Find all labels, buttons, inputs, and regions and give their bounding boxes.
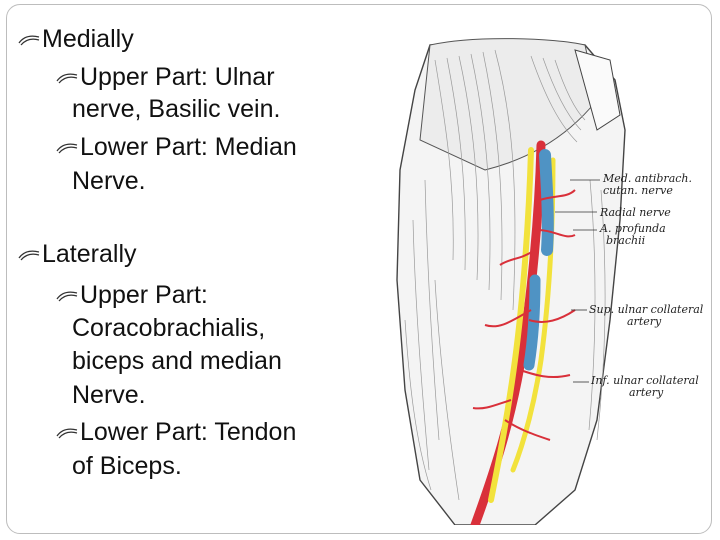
bullet-medially-lower	[56, 132, 297, 163]
label-line: artery	[627, 315, 662, 328]
bullet-laterally	[18, 239, 137, 270]
arm-anatomy-drawing	[335, 20, 720, 525]
label-radial-nerve: Radial nerve	[600, 206, 671, 219]
label-line: cutan. nerve	[603, 184, 673, 197]
bullet-text: Lower Part: Tendon	[80, 418, 297, 446]
bullet-text: Upper Part: Ulnar	[80, 63, 275, 91]
label-line: artery	[629, 386, 664, 399]
bullet-text: Laterally	[42, 240, 137, 268]
bullet-text: Medially	[42, 25, 134, 53]
bullet-laterally-upper-cont-1: Coracobrachialis,	[72, 314, 266, 342]
bullet-text: Lower Part: Median	[80, 133, 297, 161]
bullet-icon	[18, 33, 40, 47]
label-line: brachii	[606, 234, 646, 247]
arm-anatomy-illustration	[335, 20, 720, 525]
bullet-list	[0, 0, 340, 540]
bullet-laterally-upper-cont-3: Nerve.	[72, 381, 146, 409]
label-inf-ulnar	[591, 375, 699, 399]
bullet-medially-upper	[56, 62, 275, 93]
label-med-antibrach	[603, 173, 692, 197]
bullet-icon	[56, 289, 78, 303]
label-line: Sup. ulnar collateral	[589, 303, 704, 316]
bullet-icon	[56, 71, 78, 85]
bullet-laterally-lower	[56, 417, 296, 448]
bullet-laterally-lower-cont: of Biceps.	[72, 452, 182, 480]
label-sup-ulnar	[589, 304, 703, 328]
label-line: Inf. ulnar collateral	[591, 374, 699, 387]
bullet-icon	[56, 141, 78, 155]
bullet-laterally-upper-cont-2: biceps and median	[72, 347, 282, 375]
bullet-medially-upper-cont: nerve, Basilic vein.	[72, 95, 281, 123]
label-line: A. profunda	[600, 222, 666, 235]
bullet-medially	[18, 24, 134, 55]
label-line: Med. antibrach.	[603, 172, 692, 185]
basilic-vein	[545, 155, 548, 250]
bullet-icon	[18, 248, 40, 262]
basilic-vein-lower	[529, 280, 535, 365]
bullet-icon	[56, 426, 78, 440]
bullet-medially-lower-cont: Nerve.	[72, 167, 146, 195]
label-a-profunda	[600, 223, 666, 247]
bullet-laterally-upper	[56, 280, 208, 311]
bullet-text: Upper Part:	[80, 281, 208, 309]
